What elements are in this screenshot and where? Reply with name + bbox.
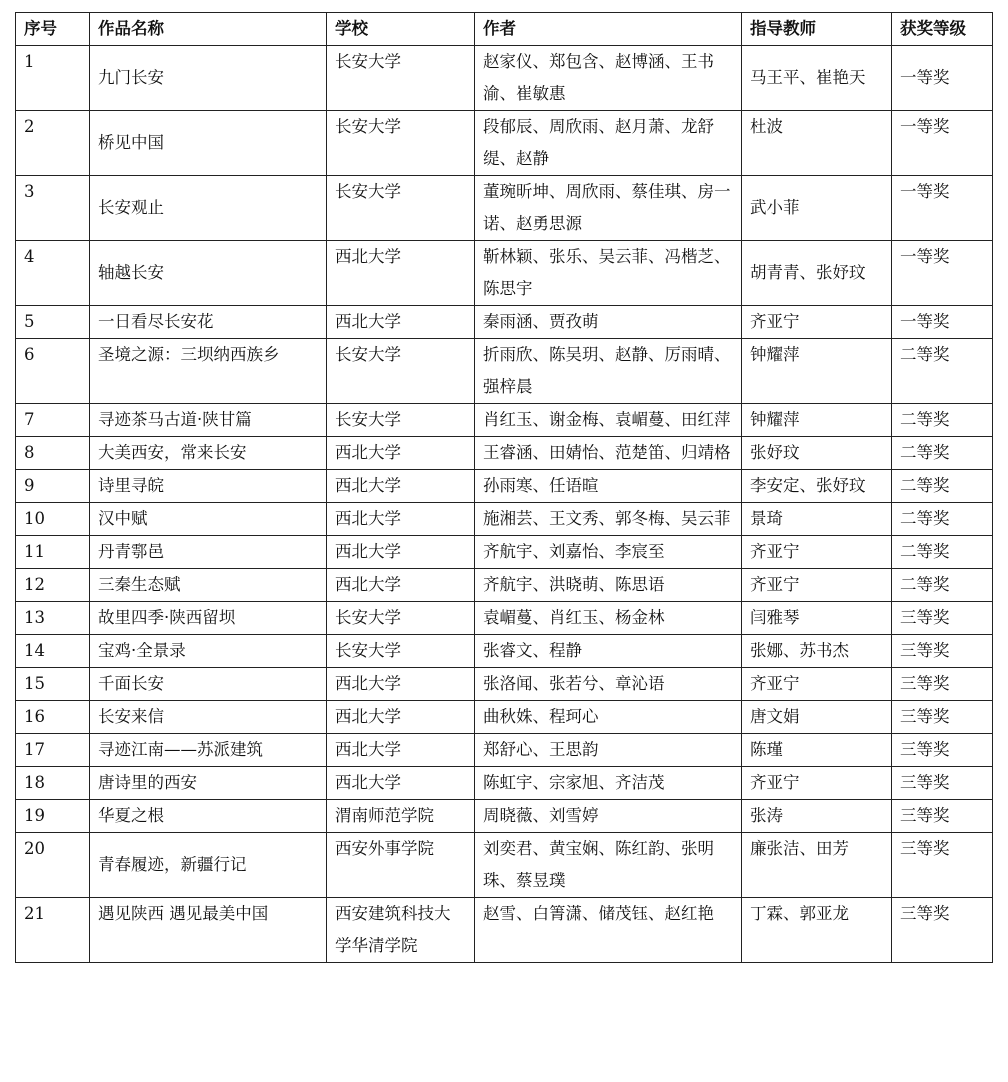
cell-school: 长安大学 bbox=[327, 176, 475, 241]
table-row bbox=[16, 241, 993, 306]
cell-title: 一日看尽长安花 bbox=[90, 306, 327, 339]
cell-level: 三等奖 bbox=[892, 767, 993, 800]
cell-level: 三等奖 bbox=[892, 734, 993, 767]
table-row bbox=[16, 536, 993, 569]
cell-title: 宝鸡·全景录 bbox=[90, 635, 327, 668]
cell-title: 圣境之源：三坝纳西族乡 bbox=[90, 339, 327, 404]
cell-level: 一等奖 bbox=[892, 111, 993, 176]
cell-teacher: 杜波 bbox=[742, 111, 892, 176]
cell-school: 西北大学 bbox=[327, 437, 475, 470]
cell-school: 西北大学 bbox=[327, 734, 475, 767]
cell-authors: 袁嵋蔓、肖红玉、杨金林 bbox=[475, 602, 742, 635]
cell-teacher: 唐文娟 bbox=[742, 701, 892, 734]
cell-title: 华夏之根 bbox=[90, 800, 327, 833]
cell-title: 九门长安 bbox=[90, 46, 327, 111]
cell-authors: 靳林颖、张乐、吴云菲、冯楷芝、陈思宇 bbox=[475, 241, 742, 306]
cell-teacher: 齐亚宁 bbox=[742, 306, 892, 339]
cell-no: 1 bbox=[16, 46, 90, 111]
cell-school: 渭南师范学院 bbox=[327, 800, 475, 833]
cell-level: 一等奖 bbox=[892, 46, 993, 111]
table-row bbox=[16, 503, 993, 536]
cell-title: 长安来信 bbox=[90, 701, 327, 734]
cell-school: 西北大学 bbox=[327, 701, 475, 734]
cell-title: 三秦生态赋 bbox=[90, 569, 327, 602]
table-row bbox=[16, 46, 993, 111]
cell-authors: 段郁辰、周欣雨、赵月萧、龙舒缇、赵静 bbox=[475, 111, 742, 176]
cell-title: 汉中赋 bbox=[90, 503, 327, 536]
cell-authors: 施湘芸、王文秀、郭冬梅、吴云菲 bbox=[475, 503, 742, 536]
cell-level: 三等奖 bbox=[892, 602, 993, 635]
cell-title: 唐诗里的西安 bbox=[90, 767, 327, 800]
table-row bbox=[16, 569, 993, 602]
table-row bbox=[16, 339, 993, 404]
cell-school: 长安大学 bbox=[327, 602, 475, 635]
table-row bbox=[16, 437, 993, 470]
cell-teacher: 胡青青、张妤玟 bbox=[742, 241, 892, 306]
cell-authors: 齐航宇、刘嘉怡、李宸至 bbox=[475, 536, 742, 569]
cell-no: 6 bbox=[16, 339, 90, 404]
cell-authors: 王睿涵、田婧怡、范楚笛、归靖格 bbox=[475, 437, 742, 470]
cell-authors: 孙雨寒、任语暄 bbox=[475, 470, 742, 503]
cell-level: 二等奖 bbox=[892, 536, 993, 569]
cell-level: 二等奖 bbox=[892, 339, 993, 404]
cell-level: 二等奖 bbox=[892, 404, 993, 437]
cell-authors: 曲秋姝、程珂心 bbox=[475, 701, 742, 734]
cell-level: 三等奖 bbox=[892, 668, 993, 701]
cell-level: 三等奖 bbox=[892, 898, 993, 963]
cell-teacher: 陈瑾 bbox=[742, 734, 892, 767]
table-row bbox=[16, 176, 993, 241]
cell-no: 15 bbox=[16, 668, 90, 701]
cell-teacher: 景琦 bbox=[742, 503, 892, 536]
table-row bbox=[16, 833, 993, 898]
cell-title: 遇见陕西 遇见最美中国 bbox=[90, 898, 327, 963]
table-row bbox=[16, 635, 993, 668]
cell-teacher: 马王平、崔艳天 bbox=[742, 46, 892, 111]
cell-level: 三等奖 bbox=[892, 635, 993, 668]
cell-authors: 齐航宇、洪晓萌、陈思语 bbox=[475, 569, 742, 602]
cell-authors: 肖红玉、谢金梅、袁嵋蔓、田红萍 bbox=[475, 404, 742, 437]
cell-no: 17 bbox=[16, 734, 90, 767]
header-authors: 作者 bbox=[475, 13, 742, 46]
cell-no: 3 bbox=[16, 176, 90, 241]
cell-authors: 折雨欣、陈吴玥、赵静、厉雨晴、强梓晨 bbox=[475, 339, 742, 404]
cell-title: 寻迹茶马古道·陕甘篇 bbox=[90, 404, 327, 437]
table-row bbox=[16, 701, 993, 734]
cell-school: 西北大学 bbox=[327, 767, 475, 800]
cell-no: 16 bbox=[16, 701, 90, 734]
cell-teacher: 丁霖、郭亚龙 bbox=[742, 898, 892, 963]
cell-level: 一等奖 bbox=[892, 306, 993, 339]
cell-authors: 陈虹宇、宗家旭、齐洁茂 bbox=[475, 767, 742, 800]
cell-title: 青春履迹，新疆行记 bbox=[90, 833, 327, 898]
cell-school: 西北大学 bbox=[327, 241, 475, 306]
cell-teacher: 张妤玟 bbox=[742, 437, 892, 470]
cell-level: 二等奖 bbox=[892, 569, 993, 602]
cell-no: 9 bbox=[16, 470, 90, 503]
cell-title: 轴越长安 bbox=[90, 241, 327, 306]
header-school: 学校 bbox=[327, 13, 475, 46]
cell-authors: 赵家仪、郑包含、赵博涵、王书渝、崔敏惠 bbox=[475, 46, 742, 111]
header-no: 序号 bbox=[16, 13, 90, 46]
table-row bbox=[16, 767, 993, 800]
cell-authors: 董琬昕坤、周欣雨、蔡佳琪、房一诺、赵勇思源 bbox=[475, 176, 742, 241]
cell-teacher: 齐亚宁 bbox=[742, 668, 892, 701]
cell-teacher: 钟耀萍 bbox=[742, 339, 892, 404]
cell-level: 三等奖 bbox=[892, 800, 993, 833]
cell-no: 13 bbox=[16, 602, 90, 635]
cell-no: 11 bbox=[16, 536, 90, 569]
cell-level: 二等奖 bbox=[892, 470, 993, 503]
cell-title: 长安观止 bbox=[90, 176, 327, 241]
cell-teacher: 齐亚宁 bbox=[742, 536, 892, 569]
cell-no: 4 bbox=[16, 241, 90, 306]
cell-no: 7 bbox=[16, 404, 90, 437]
cell-no: 19 bbox=[16, 800, 90, 833]
cell-title: 丹青鄠邑 bbox=[90, 536, 327, 569]
cell-no: 2 bbox=[16, 111, 90, 176]
cell-no: 20 bbox=[16, 833, 90, 898]
cell-authors: 周晓薇、刘雪婷 bbox=[475, 800, 742, 833]
cell-school: 长安大学 bbox=[327, 46, 475, 111]
cell-no: 14 bbox=[16, 635, 90, 668]
cell-school: 长安大学 bbox=[327, 111, 475, 176]
cell-level: 三等奖 bbox=[892, 833, 993, 898]
cell-level: 二等奖 bbox=[892, 503, 993, 536]
table-row bbox=[16, 306, 993, 339]
cell-school: 长安大学 bbox=[327, 635, 475, 668]
cell-school: 西安外事学院 bbox=[327, 833, 475, 898]
cell-no: 10 bbox=[16, 503, 90, 536]
cell-authors: 张睿文、程静 bbox=[475, 635, 742, 668]
cell-level: 二等奖 bbox=[892, 437, 993, 470]
table-row bbox=[16, 668, 993, 701]
cell-authors: 张洛闻、张若兮、章沁语 bbox=[475, 668, 742, 701]
cell-no: 8 bbox=[16, 437, 90, 470]
cell-teacher: 钟耀萍 bbox=[742, 404, 892, 437]
cell-authors: 秦雨涵、贾孜萌 bbox=[475, 306, 742, 339]
header-row bbox=[16, 13, 993, 46]
cell-no: 5 bbox=[16, 306, 90, 339]
cell-teacher: 齐亚宁 bbox=[742, 767, 892, 800]
table-row bbox=[16, 602, 993, 635]
cell-school: 长安大学 bbox=[327, 339, 475, 404]
cell-authors: 赵雪、白箐潇、储茂钰、赵红艳 bbox=[475, 898, 742, 963]
cell-school: 西北大学 bbox=[327, 668, 475, 701]
cell-level: 一等奖 bbox=[892, 241, 993, 306]
table-row bbox=[16, 898, 993, 963]
cell-authors: 郑舒心、王思韵 bbox=[475, 734, 742, 767]
table-row bbox=[16, 470, 993, 503]
table-row bbox=[16, 111, 993, 176]
table-row bbox=[16, 800, 993, 833]
cell-teacher: 李安定、张妤玟 bbox=[742, 470, 892, 503]
cell-title: 诗里寻皖 bbox=[90, 470, 327, 503]
table-row bbox=[16, 404, 993, 437]
cell-title: 寻迹江南——苏派建筑 bbox=[90, 734, 327, 767]
header-level: 获奖等级 bbox=[892, 13, 993, 46]
header-teacher: 指导教师 bbox=[742, 13, 892, 46]
cell-teacher: 齐亚宁 bbox=[742, 569, 892, 602]
cell-no: 12 bbox=[16, 569, 90, 602]
cell-level: 一等奖 bbox=[892, 176, 993, 241]
cell-title: 大美西安，常来长安 bbox=[90, 437, 327, 470]
cell-school: 西北大学 bbox=[327, 503, 475, 536]
cell-teacher: 张娜、苏书杰 bbox=[742, 635, 892, 668]
cell-school: 西北大学 bbox=[327, 569, 475, 602]
cell-title: 故里四季·陕西留坝 bbox=[90, 602, 327, 635]
cell-school: 西北大学 bbox=[327, 536, 475, 569]
cell-title: 桥见中国 bbox=[90, 111, 327, 176]
cell-school: 长安大学 bbox=[327, 404, 475, 437]
cell-school: 西北大学 bbox=[327, 306, 475, 339]
cell-teacher: 廉张洁、田芳 bbox=[742, 833, 892, 898]
cell-no: 18 bbox=[16, 767, 90, 800]
cell-school: 西安建筑科技大学华清学院 bbox=[327, 898, 475, 963]
cell-teacher: 武小菲 bbox=[742, 176, 892, 241]
cell-title: 千面长安 bbox=[90, 668, 327, 701]
cell-authors: 刘奕君、黄宝娴、陈红韵、张明珠、蔡昱璞 bbox=[475, 833, 742, 898]
cell-teacher: 闫雅琴 bbox=[742, 602, 892, 635]
cell-teacher: 张涛 bbox=[742, 800, 892, 833]
cell-school: 西北大学 bbox=[327, 470, 475, 503]
awards-table bbox=[15, 12, 993, 963]
table-row bbox=[16, 734, 993, 767]
cell-level: 三等奖 bbox=[892, 701, 993, 734]
cell-no: 21 bbox=[16, 898, 90, 963]
header-title: 作品名称 bbox=[90, 13, 327, 46]
